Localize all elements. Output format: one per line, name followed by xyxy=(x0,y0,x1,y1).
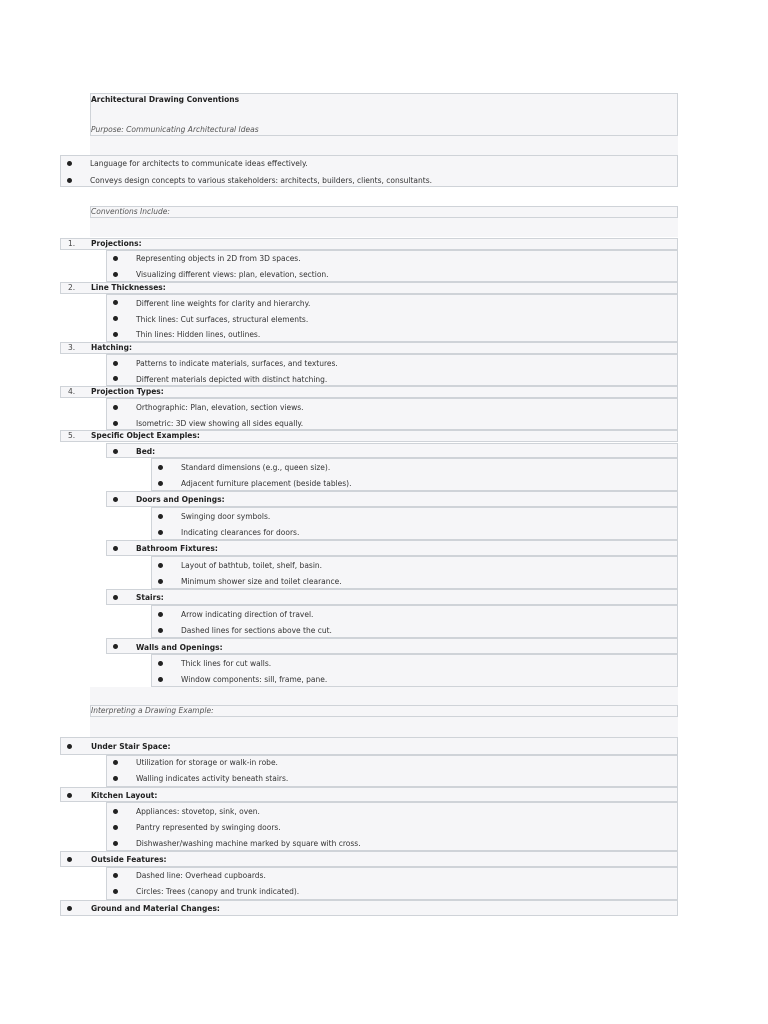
object-box xyxy=(106,443,678,458)
bullet-dot xyxy=(158,628,163,633)
conventions-heading-box xyxy=(90,206,678,218)
object-sub-bullet: Arrow indicating direction of travel. xyxy=(181,610,314,619)
sub-bullet: Dishwasher/washing machine marked by square with cross. xyxy=(136,839,361,848)
spacer xyxy=(90,687,678,705)
bullet-dot xyxy=(113,595,118,600)
item-label: Specific Object Examples: xyxy=(91,431,200,440)
bullet-dot xyxy=(158,514,163,519)
sub-bullet: Isometric: 3D view showing all sides equally. xyxy=(136,419,304,428)
sub-bullet: Representing objects in 2D from 3D spaces. xyxy=(136,254,301,263)
item-label: Ground and Material Changes: xyxy=(91,904,220,913)
item-number: 3. xyxy=(68,343,76,352)
item-number: 1. xyxy=(68,239,76,248)
spacer xyxy=(90,136,678,155)
object-sub-bullet: Thick lines for cut walls. xyxy=(181,659,272,668)
sub-bullet: Pantry represented by swinging doors. xyxy=(136,823,281,832)
bullet-dot xyxy=(113,376,118,381)
sub-bullet: Walling indicates activity beneath stairs. xyxy=(136,774,289,783)
bullet-dot xyxy=(67,906,72,911)
object-sub-bullet: Indicating clearances for doors. xyxy=(181,528,300,537)
sub-bullet: Different line weights for clarity and hierarchy. xyxy=(136,299,311,308)
object-sub-bullet: Window components: sill, frame, pane. xyxy=(181,675,328,684)
item-number: 2. xyxy=(68,283,76,292)
intro-bullet: Conveys design concepts to various stakeholders: architects, builders, clients, consultants. xyxy=(90,176,433,185)
item-box xyxy=(60,238,678,250)
bullet-dot xyxy=(113,644,118,649)
bullet-dot xyxy=(113,405,118,410)
bullet-dot xyxy=(67,161,72,166)
bullet-dot xyxy=(113,809,118,814)
bullet-dot xyxy=(67,744,72,749)
object-label: Stairs: xyxy=(136,593,164,602)
object-label: Doors and Openings: xyxy=(136,495,225,504)
object-sub-bullet: Standard dimensions (e.g., queen size). xyxy=(181,463,331,472)
sub-bullet: Orthographic: Plan, elevation, section views. xyxy=(136,403,304,412)
object-label: Walls and Openings: xyxy=(136,643,223,652)
spacer xyxy=(90,717,678,737)
item-label: Hatching: xyxy=(91,343,132,352)
sub-bullet: Utilization for storage or walk-in robe. xyxy=(136,758,278,767)
bullet-dot xyxy=(158,677,163,682)
item-box xyxy=(60,342,678,354)
bullet-dot xyxy=(113,361,118,366)
sub-bullet: Patterns to indicate materials, surfaces, and textures. xyxy=(136,359,338,368)
bullet-dot xyxy=(67,857,72,862)
object-sub-bullet: Minimum shower size and toilet clearance. xyxy=(181,577,342,586)
purpose-line: Purpose: Communicating Architectural Ideas xyxy=(91,125,259,134)
bullet-dot xyxy=(113,272,118,277)
object-sub-bullet: Swinging door symbols. xyxy=(181,512,271,521)
bullet-dot xyxy=(113,825,118,830)
bullet-dot xyxy=(158,612,163,617)
item-label: Outside Features: xyxy=(91,855,167,864)
page-title: Architectural Drawing Conventions xyxy=(91,95,240,104)
bullet-dot xyxy=(158,579,163,584)
item-number: 5. xyxy=(68,431,76,440)
sub-bullet: Different materials depicted with distinct hatching. xyxy=(136,375,328,384)
bullet-dot xyxy=(113,332,118,337)
bullet-dot xyxy=(113,889,118,894)
bullet-dot xyxy=(113,300,118,305)
sub-bullet: Dashed line: Overhead cupboards. xyxy=(136,871,266,880)
bullet-dot xyxy=(158,563,163,568)
sub-bullet: Thick lines: Cut surfaces, structural elements. xyxy=(136,315,309,324)
object-label: Bathroom Fixtures: xyxy=(136,544,218,553)
bullet-dot xyxy=(113,449,118,454)
item-number: 4. xyxy=(68,387,76,396)
bullet-dot xyxy=(113,497,118,502)
bullet-dot xyxy=(113,256,118,261)
bullet-dot xyxy=(158,530,163,535)
interpreting-heading: Interpreting a Drawing Example: xyxy=(91,706,214,715)
sub-bullet: Visualizing different views: plan, elevation, section. xyxy=(136,270,329,279)
bullet-dot xyxy=(113,316,118,321)
bullet-dot xyxy=(113,760,118,765)
item-label: Line Thicknesses: xyxy=(91,283,166,292)
spacer xyxy=(90,218,678,237)
item-label: Kitchen Layout: xyxy=(91,791,158,800)
bullet-dot xyxy=(113,546,118,551)
bullet-dot xyxy=(67,178,72,183)
object-sub-bullet: Dashed lines for sections above the cut. xyxy=(181,626,332,635)
item-label: Under Stair Space: xyxy=(91,742,171,751)
bullet-dot xyxy=(113,421,118,426)
object-label: Bed: xyxy=(136,447,156,456)
sub-bullet: Circles: Trees (canopy and trunk indicated). xyxy=(136,887,300,896)
bullet-dot xyxy=(67,793,72,798)
bullet-dot xyxy=(158,661,163,666)
object-box xyxy=(106,589,678,605)
object-sub-bullet: Layout of bathtub, toilet, shelf, basin. xyxy=(181,561,323,570)
item-label: Projections: xyxy=(91,239,142,248)
bullet-dot xyxy=(113,841,118,846)
conventions-heading: Conventions Include: xyxy=(91,207,170,216)
sub-bullet: Thin lines: Hidden lines, outlines. xyxy=(136,330,261,339)
item-label: Projection Types: xyxy=(91,387,164,396)
bullet-dot xyxy=(158,465,163,470)
bullet-dot xyxy=(113,873,118,878)
bullet-dot xyxy=(158,481,163,486)
intro-bullet: Language for architects to communicate ideas effectively. xyxy=(90,159,308,168)
sub-bullet: Appliances: stovetop, sink, oven. xyxy=(136,807,260,816)
object-sub-bullet: Adjacent furniture placement (beside tables). xyxy=(181,479,352,488)
bullet-dot xyxy=(113,776,118,781)
